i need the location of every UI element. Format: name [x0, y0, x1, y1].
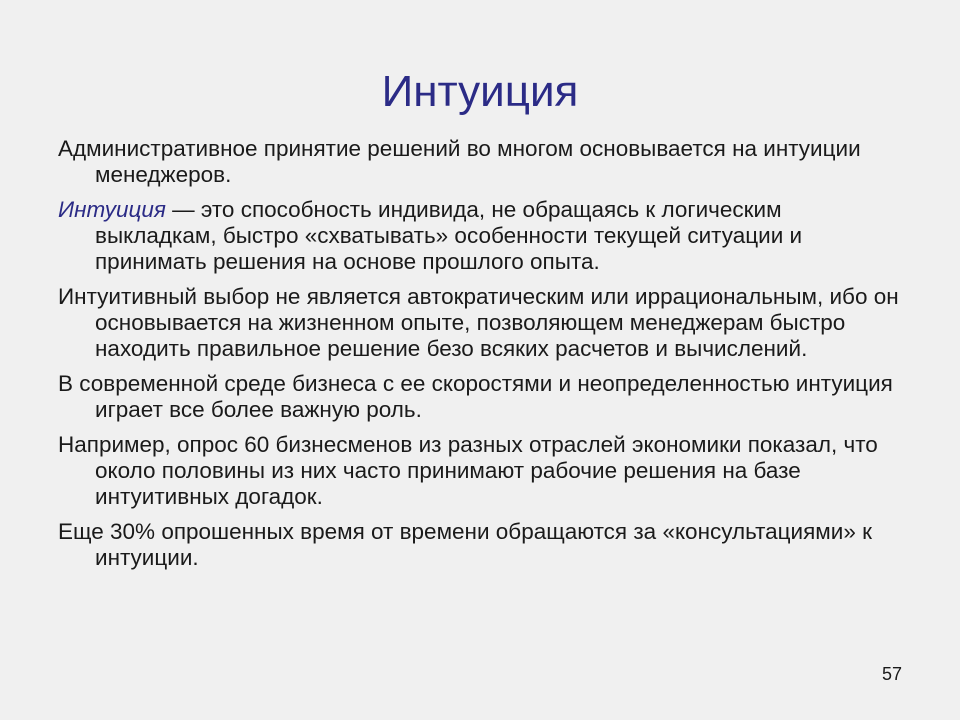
- slide-title: Интуиция: [381, 67, 579, 116]
- page-number: 57: [881, 664, 902, 684]
- paragraph-4: [58, 371, 908, 423]
- term-intuition: Интуиция: [58, 197, 166, 222]
- paragraph-6: [58, 519, 908, 571]
- paragraph-2: [58, 197, 908, 275]
- paragraph-text: — это способность индивида, не обращаясь к логическим выкладкам, быстро «схватывать» особенности текущей ситуации и принимать решения на основе прошлого опыта.: [95, 197, 803, 274]
- paragraph-text: Интуитивный выбор не является автократическим или иррациональным, ибо он основывается на жизненном опыте, позволяющем менеджерам быстро находить правильное решение безо всяких расчетов и вычислений.: [58, 284, 899, 361]
- paragraph-5: [58, 432, 908, 510]
- paragraph-text: Административное принятие решений во многом основывается на интуиции менеджеров.: [58, 136, 861, 187]
- paragraph-text: Еще 30% опрошенных время от времени обращаются за «консультациями» к интуиции.: [58, 519, 872, 570]
- slide-body: [58, 136, 908, 580]
- paragraph-3: [58, 284, 908, 362]
- paragraph-text: В современной среде бизнеса с ее скоростями и неопределенностью интуиция играет все более важную роль.: [58, 371, 893, 422]
- paragraph-1: [58, 136, 908, 188]
- paragraph-text: Например, опрос 60 бизнесменов из разных отраслей экономики показал, что около половины из них часто принимают рабочие решения на базе интуитивных догадок.: [58, 432, 878, 509]
